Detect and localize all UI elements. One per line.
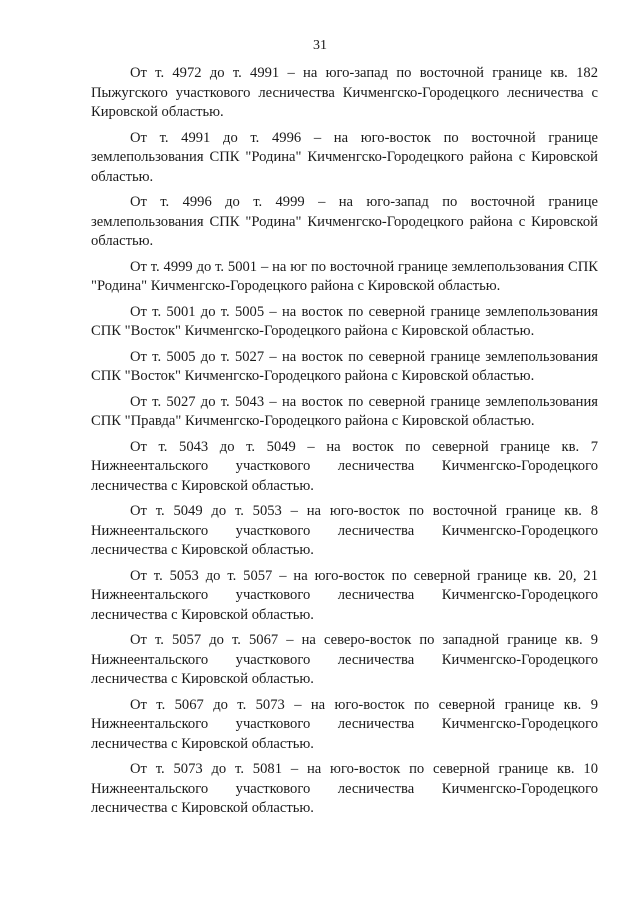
paragraph: От т. 4996 до т. 4999 – на юго-запад по восточной границе землепользования СПК "Родина" Кичменгско-Городецкого района с Кировской областью. bbox=[91, 194, 598, 249]
paragraph: От т. 5005 до т. 5027 – на восток по северной границе землепользования СПК "Восток" Кичменгско-Городецкого района с Кировской областью. bbox=[91, 348, 598, 384]
paragraph: От т. 5053 до т. 5057 – на юго-восток по северной границе кв. 20, 21 Нижнеентальского участкового лесничества Кичменгско-Городецкого лесничества с Кировской областью. bbox=[91, 567, 598, 623]
paragraph: От т. 5049 до т. 5053 – на юго-восток по восточной границе кв. 8 Нижнеентальского участкового лесничества Кичменгско-Городецкого лесничества с Кировской областью. bbox=[91, 503, 598, 558]
paragraph: От т. 5073 до т. 5081 – на юго-восток по северной границе кв. 10 Нижнеентальского участкового лесничества Кичменгско-Городецкого лесничества с Кировской областью. bbox=[91, 761, 598, 816]
paragraph: От т. 5027 до т. 5043 – на восток по северной границе землепользования СПК "Правда" Кичменгско-Городецкого района с Кировской областью. bbox=[91, 393, 598, 429]
paragraph: От т. 4972 до т. 4991 – на юго-запад по восточной границе кв. 182 Пыжугского участкового лесничества Кичменгско-Городецкого лесничества с Кировской областью. bbox=[91, 65, 598, 120]
document-body bbox=[91, 64, 598, 825]
paragraph: От т. 5067 до т. 5073 – на юго-восток по северной границе кв. 9 Нижнеентальского участкового лесничества Кичменгско-Городецкого лесничества с Кировской областью. bbox=[91, 696, 598, 752]
paragraph: От т. 5043 до т. 5049 – на восток по северной границе кв. 7 Нижнеентальского участкового лесничества Кичменгско-Городецкого лесничества с Кировской областью. bbox=[91, 438, 598, 494]
paragraph: От т. 4999 до т. 5001 – на юг по восточной границе землепользования СПК "Родина" Кичменгско-Городецкого района с Кировской областью. bbox=[91, 258, 598, 294]
paragraph: От т. 4991 до т. 4996 – на юго-восток по восточной границе землепользования СПК "Родина" Кичменгско-Городецкого района с Кировской областью. bbox=[91, 129, 598, 185]
page-number: 31 bbox=[313, 38, 327, 53]
paragraph: От т. 5057 до т. 5067 – на северо-восток по западной границе кв. 9 Нижнеентальского участкового лесничества Кичменгско-Городецкого лесничества с Кировской областью. bbox=[91, 632, 598, 687]
paragraph: От т. 5001 до т. 5005 – на восток по северной границе землепользования СПК "Восток" Кичменгско-Городецкого района с Кировской областью. bbox=[91, 303, 598, 339]
